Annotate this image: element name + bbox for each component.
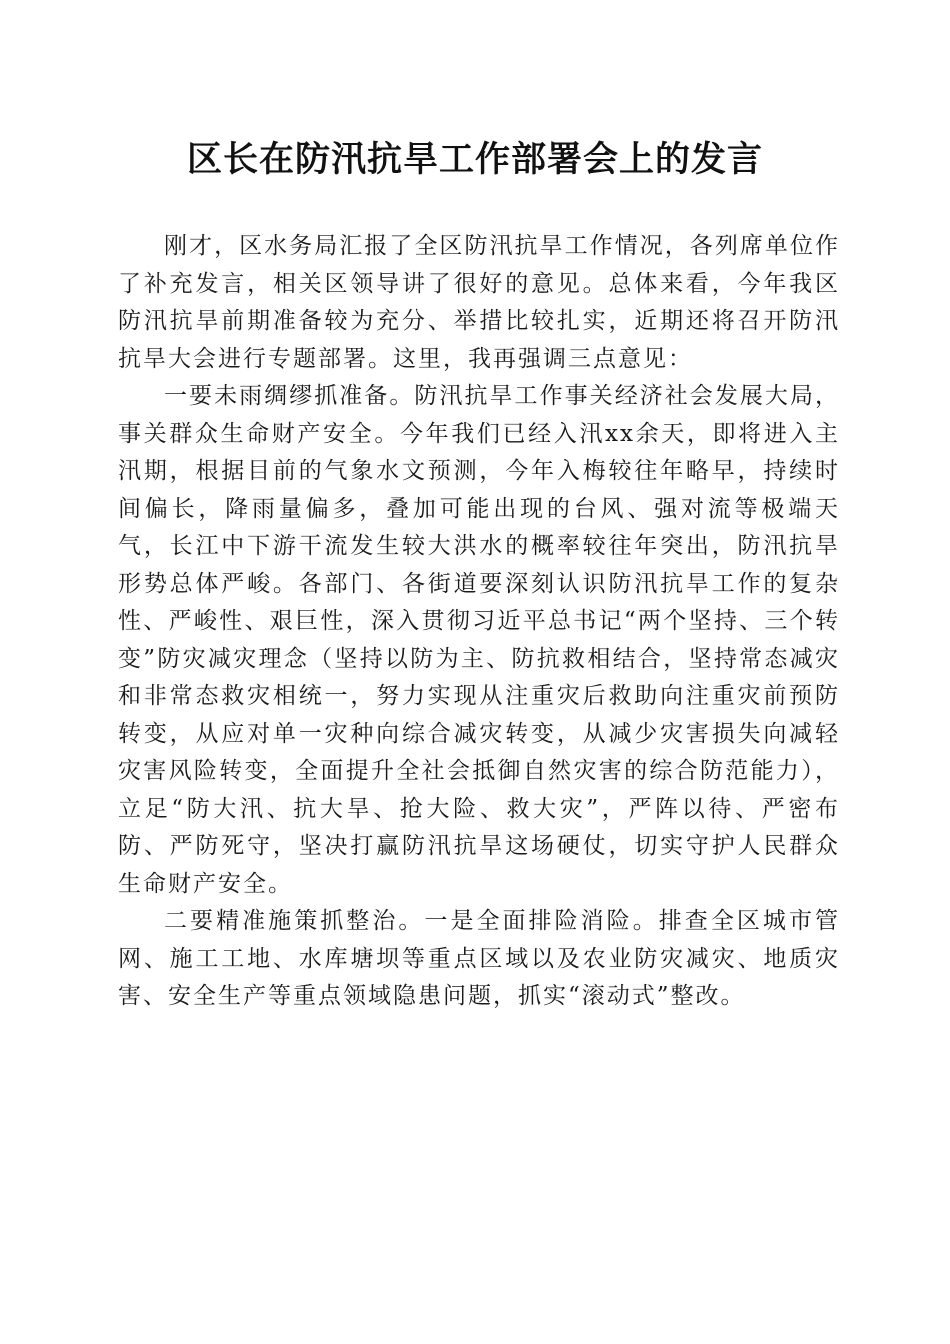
paragraph-point-one: 一要未雨绸缪抓准备。防汛抗旱工作事关经济社会发展大局，事关群众生命财产安全。今年我们已经入汛xx余天，即将进入主汛期，根据目前的气象水文预测，今年入梅较往年略早，持续时间偏长，降雨量偏多，叠加可能出现的台风、强对流等极端天气，长江中下游干流发生较大洪水的概率较往年突出，防汛抗旱形势总体严峻。各部门、各街道要深刻认识防汛抗旱工作的复杂性、严峻性、艰巨性，深入贯彻习近平总书记“两个坚持、三个转变”防灾减灾理念（坚持以防为主、防抗救相结合，坚持常态减灾和非常态救灾相统一，努力实现从注重灾后救助向注重灾前预防转变，从应对单一灾种向综合减灾转变，从减少灾害损失向减轻灾害风险转变，全面提升全社会抵御自然灾害的综合防范能力），立足“防大汛、抗大旱、抢大险、救大灾”，严阵以待、严密布防、严防死守，坚决打赢防汛抗旱这场硬仗，切实守护人民群众生命财产安全。: [118, 383, 840, 897]
paragraph-intro: 刚才，区水务局汇报了全区防汛抗旱工作情况，各列席单位作了补充发言，相关区领导讲了很好的意见。总体来看，今年我区防汛抗旱前期准备较为充分、举措比较扎实，近期还将召开防汛抗旱大会进行专题部署。这里，我再强调三点意见：: [118, 233, 840, 372]
document-body: [118, 228, 840, 1016]
document-title: 区长在防汛抗旱工作部署会上的发言: [186, 139, 763, 180]
paragraph-point-two: 二要精准施策抓整治。一是全面排险消险。排查全区城市管网、施工工地、水库塘坝等重点区域以及农业防灾减灾、地质灾害、安全生产等重点领域隐患问题，抓实“滚动式”整改。: [118, 908, 840, 1009]
